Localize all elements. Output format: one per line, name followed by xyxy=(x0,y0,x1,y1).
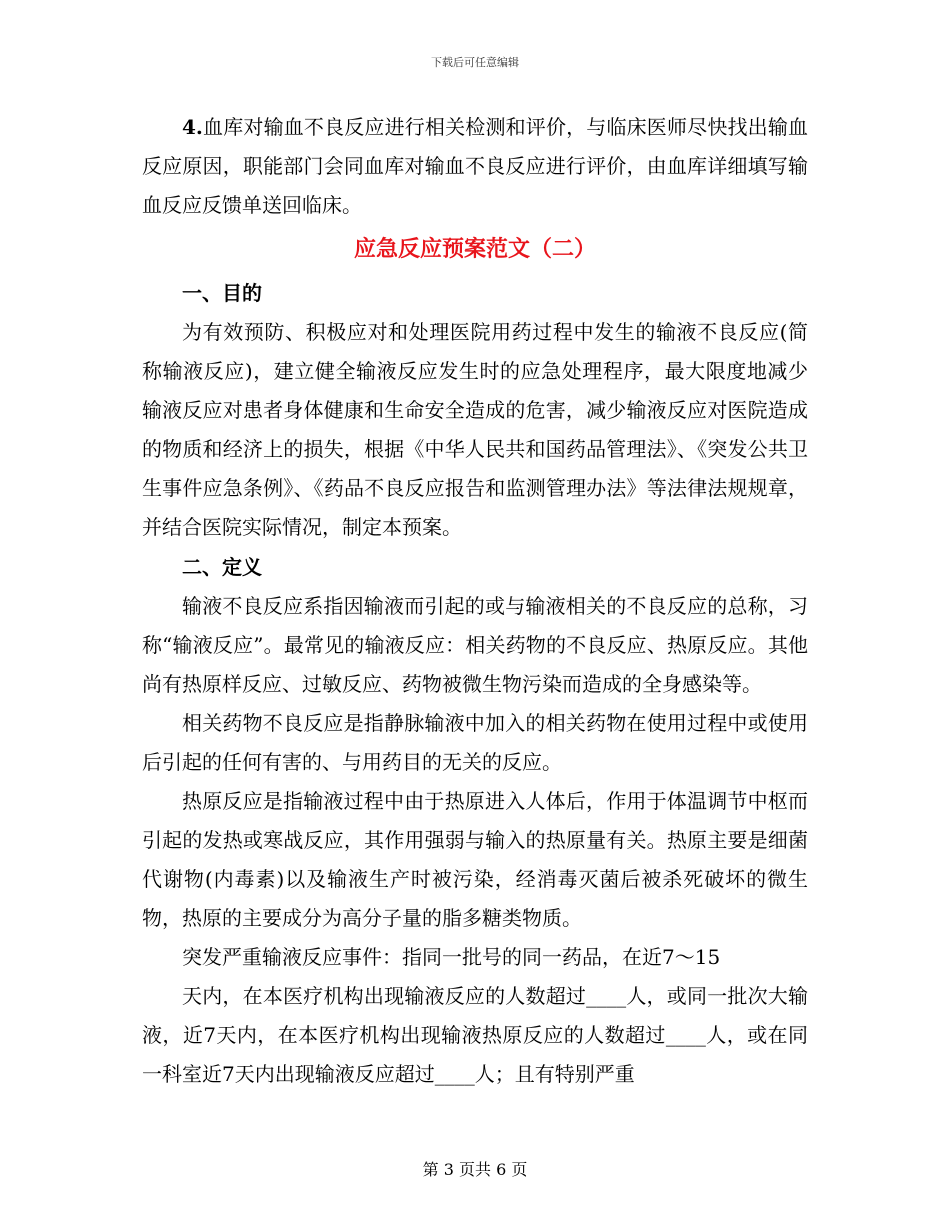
definition-paragraph-5: 天内，在本医疗机构出现输液反应的人数超过____人，或同一批次大输液，近7天内，在本医疗机构出现输液热原反应的人数超过____人，或在同一科室近7天内出现输液反应超过____人；且有特别严重 xyxy=(142,984,808,1086)
intro-item-number: 4. xyxy=(182,115,203,139)
header-note: 下载后可任意编辑 xyxy=(431,56,519,69)
document-body xyxy=(142,108,808,1094)
purpose-paragraph: 为有效预防、积极应对和处理医院用药过程中发生的输液不良反应(简称输液反应)，建立健全输液反应发生时的应急处理程序，最大限度地减少输液反应对患者身体健康和生命安全造成的危害，减少输液反应对医院造成的物质和经济上的损失，根据《中华人民共和国药品管理法》、《突发公共卫生事件应急条例》、《药品不良反应报告和监测管理办法》等法律法规规章，并结合医院实际情况，制定本预案。 xyxy=(142,320,808,539)
page-footer: 第 3 页共 6 页 xyxy=(422,1160,528,1179)
intro-item xyxy=(142,108,808,225)
document-title: 应急反应预案范文（二） xyxy=(353,236,596,262)
section-heading-definition: 二、定义 xyxy=(182,555,262,579)
intro-item-text: 血库对输血不良反应进行相关检测和评价，与临床医师尽快找出输血反应原因，职能部门会同血库对输血不良反应进行评价，由血库详细填写输血反应反馈单送回临床。 xyxy=(142,115,808,217)
definition-paragraph-4: 突发严重输液反应事件：指同一批号的同一药品，在近7～15 xyxy=(182,945,721,969)
definition-paragraph-3: 热原反应是指输液过程中由于热原进入人体后，作用于体温调节中枢而引起的发热或寒战反应，其作用强弱与输入的热原量有关。热原主要是细菌代谢物(内毒素)以及输液生产时被污染，经消毒灭菌后被杀死破坏的微生物，热原的主要成分为高分子量的脂多糖类物质。 xyxy=(142,789,808,930)
definition-paragraph-1: 输液不良反应系指因输液而引起的或与输液相关的不良反应的总称，习称“输液反应”。最常见的输液反应：相关药物的不良反应、热原反应。其他尚有热原样反应、过敏反应、药物被微生物污染而造成的全身感染等。 xyxy=(142,594,808,696)
section-heading-purpose: 一、目的 xyxy=(182,281,262,305)
definition-paragraph-2: 相关药物不良反应是指静脉输液中加入的相关药物在使用过程中或使用后引起的任何有害的、与用药目的无关的反应。 xyxy=(142,711,808,774)
